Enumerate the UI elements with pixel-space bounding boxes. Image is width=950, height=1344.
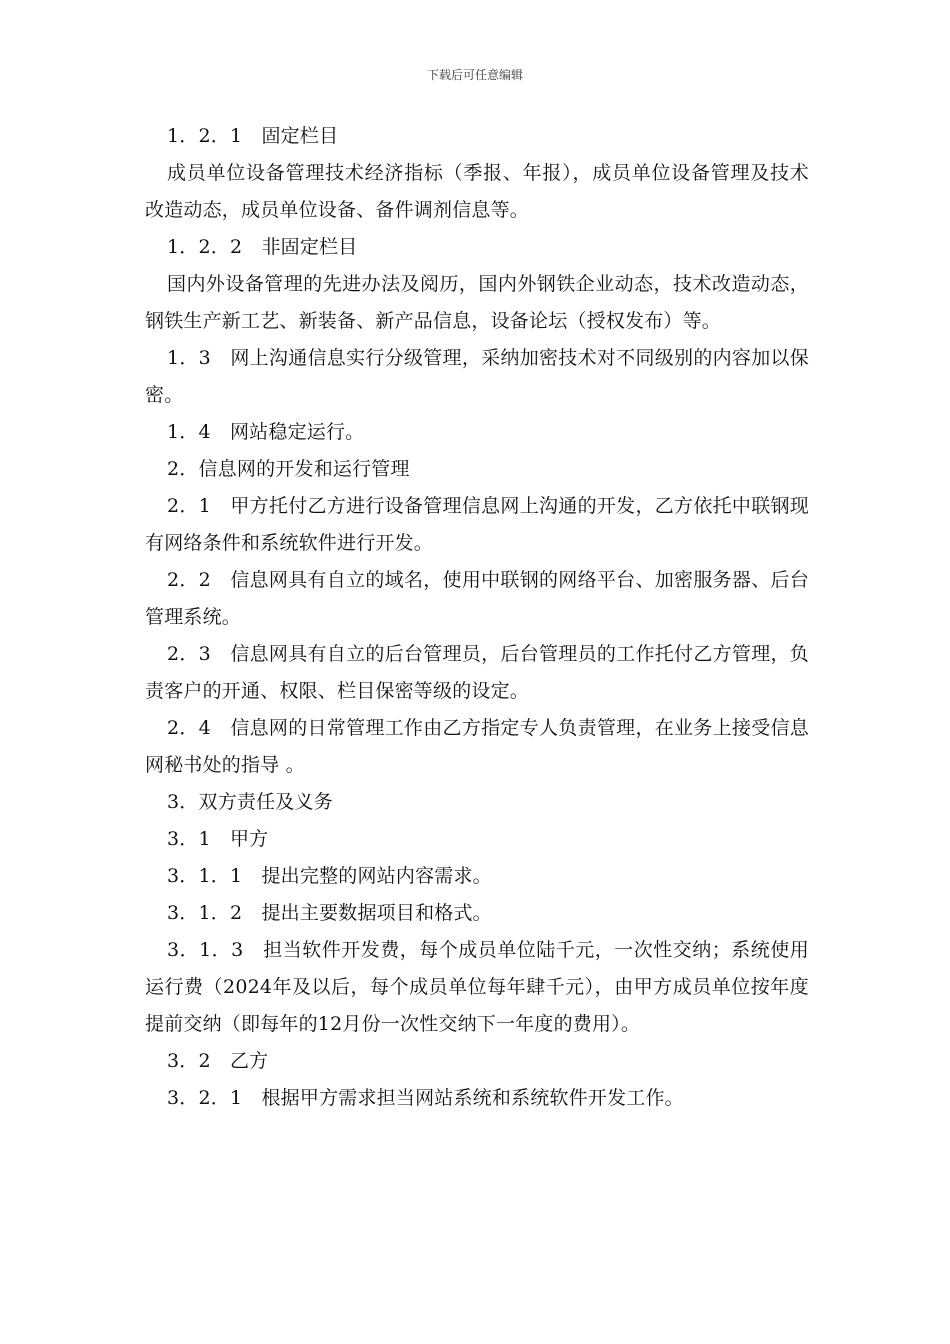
clause-2-2: 2．2 信息网具有自立的域名，使用中联钢的网络平台、加密服务器、后台管理系统。	[145, 569, 809, 628]
section-heading-2: 2．信息网的开发和运行管理	[167, 458, 410, 480]
paragraph-fixed-columns: 成员单位设备管理技术经济指标（季报、年报），成员单位设备管理及技术改造动态，成员单位设备、备件调剂信息等。	[145, 162, 809, 221]
section-heading-1-2-2: 1．2．2 非固定栏目	[167, 236, 358, 258]
clause-2-3: 2．3 信息网具有自立的后台管理员，后台管理员的工作托付乙方管理，负责客户的开通、权限、栏目保密等级的设定。	[145, 643, 809, 702]
section-heading-3: 3．双方责任及义务	[167, 791, 333, 813]
page-header: 下载后可任意编辑	[426, 68, 523, 82]
clause-2-4: 2．4 信息网的日常管理工作由乙方指定专人负责管理，在业务上接受信息网秘书处的指导 。	[145, 717, 809, 776]
clause-2-1: 2．1 甲方托付乙方进行设备管理信息网上沟通的开发，乙方依托中联钢现有网络条件和系统软件进行开发。	[145, 495, 809, 554]
clause-3-1-2: 3．1．2 提出主要数据项目和格式。	[167, 902, 492, 924]
paragraph-non-fixed-columns: 国内外设备管理的先进办法及阅历，国内外钢铁企业动态，技术改造动态，钢铁生产新工艺、新装备、新产品信息，设备论坛（授权发布）等。	[145, 273, 809, 332]
clause-3-2-1: 3．2．1 根据甲方需求担当网站系统和系统软件开发工作。	[167, 1087, 684, 1109]
section-heading-3-1: 3．1 甲方	[167, 828, 269, 850]
clause-1-3: 1．3 网上沟通信息实行分级管理，采纳加密技术对不同级别的内容加以保密。	[145, 347, 809, 406]
document-body	[145, 118, 809, 1117]
clause-3-1-1: 3．1．1 提出完整的网站内容需求。	[167, 865, 492, 887]
section-heading-3-2: 3．2 乙方	[167, 1050, 269, 1072]
section-heading-1-2-1: 1．2．1 固定栏目	[167, 125, 339, 147]
clause-3-1-3: 3．1．3 担当软件开发费，每个成员单位陆千元，一次性交纳；系统使用运行费（2024年及以后，每个成员单位每年肆千元），由甲方成员单位按年度提前交纳（即每年的12月份一次性交纳下一年度的费用）。	[145, 939, 809, 1035]
clause-1-4: 1．4 网站稳定运行。	[167, 421, 365, 443]
